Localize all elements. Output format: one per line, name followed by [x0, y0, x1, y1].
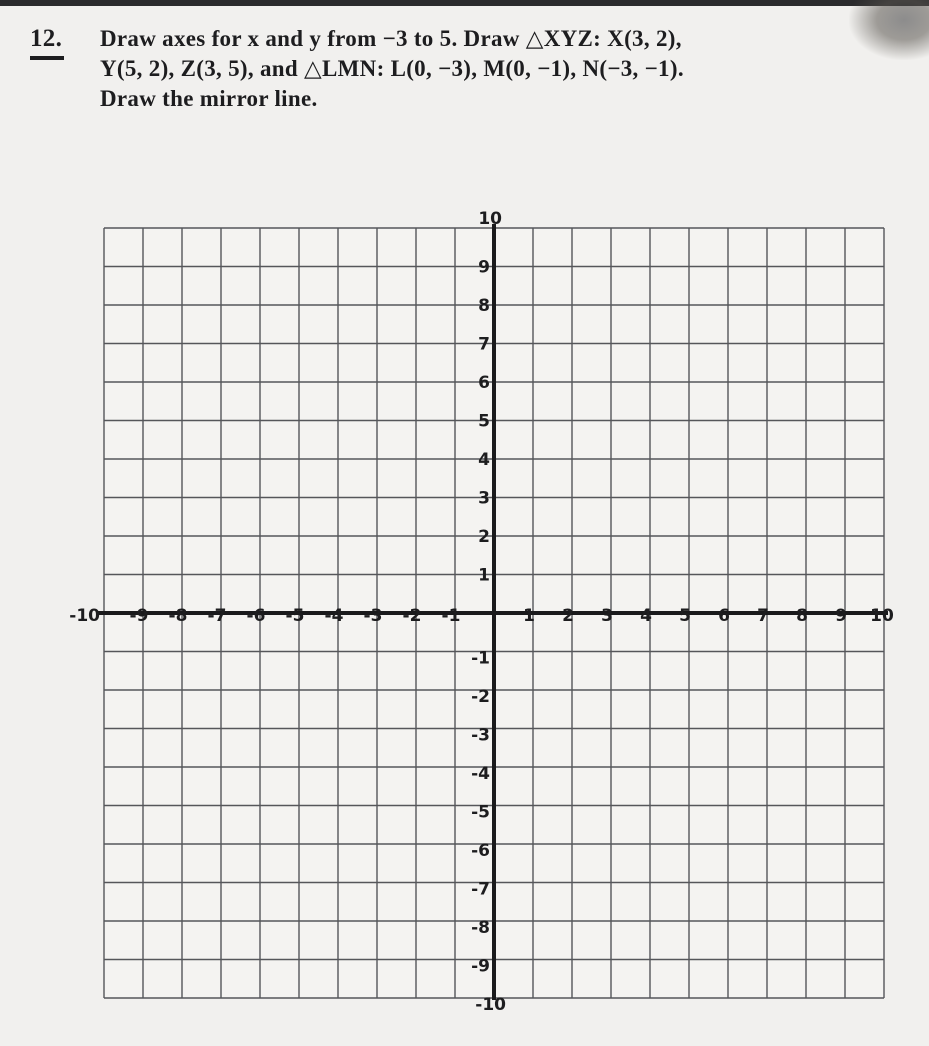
y-tick-label: -1	[471, 648, 490, 669]
x-tick-label: -6	[246, 606, 266, 626]
y-tick-label: 3	[478, 488, 490, 509]
x-tick-label: 2	[562, 606, 574, 626]
x-tick-label: -9	[129, 606, 149, 626]
x-tick-label: -2	[402, 606, 422, 626]
x-tick-label: 4	[640, 606, 652, 626]
x-tick-label: 3	[601, 606, 613, 626]
y-tick-label: -9	[471, 956, 490, 977]
x-tick-label: 10	[870, 606, 894, 626]
y-tick-label: -4	[471, 764, 490, 784]
y-tick-label: -3	[471, 725, 490, 746]
y-tick-label: 2	[478, 527, 490, 547]
y-tick-label: -10	[475, 995, 506, 1015]
x-tick-label: -8	[168, 606, 188, 626]
x-tick-label: -5	[285, 606, 305, 626]
y-tick-label: 8	[478, 296, 490, 316]
x-tick-label: -10	[69, 606, 100, 626]
problem-line-1: Draw axes for x and y from −3 to 5. Draw △XYZ: X(3, 2),	[100, 26, 682, 51]
x-tick-label: 6	[718, 606, 730, 626]
x-tick-label: 1	[523, 606, 535, 626]
y-tick-label: 4	[478, 450, 490, 470]
y-tick-label: 7	[478, 334, 490, 355]
x-tick-label: 8	[796, 606, 808, 626]
x-tick-label: 7	[757, 606, 769, 626]
y-tick-label: -8	[471, 918, 490, 938]
y-tick-label: 10	[478, 209, 502, 229]
x-tick-label: -7	[207, 606, 227, 626]
y-tick-label: -7	[471, 879, 490, 900]
y-tick-label: 5	[478, 411, 490, 432]
problem-line-3: Draw the mirror line.	[100, 86, 318, 111]
x-tick-label: 5	[679, 606, 691, 626]
y-tick-label: 1	[478, 565, 490, 586]
y-tick-label: 6	[478, 373, 490, 393]
y-tick-label: 9	[478, 257, 490, 278]
x-tick-label: 9	[835, 606, 847, 626]
x-tick-label: -3	[363, 606, 383, 626]
y-tick-label: -6	[471, 841, 490, 861]
problem-line-2: Y(5, 2), Z(3, 5), and △LMN: L(0, −3), M(0, −1), N(−3, −1).	[100, 56, 684, 81]
x-tick-label: -1	[441, 606, 461, 626]
problem-number: 12.	[30, 25, 63, 52]
y-tick-label: -2	[471, 687, 490, 707]
y-tick-label: -5	[471, 802, 490, 823]
x-tick-label: -4	[324, 606, 344, 626]
